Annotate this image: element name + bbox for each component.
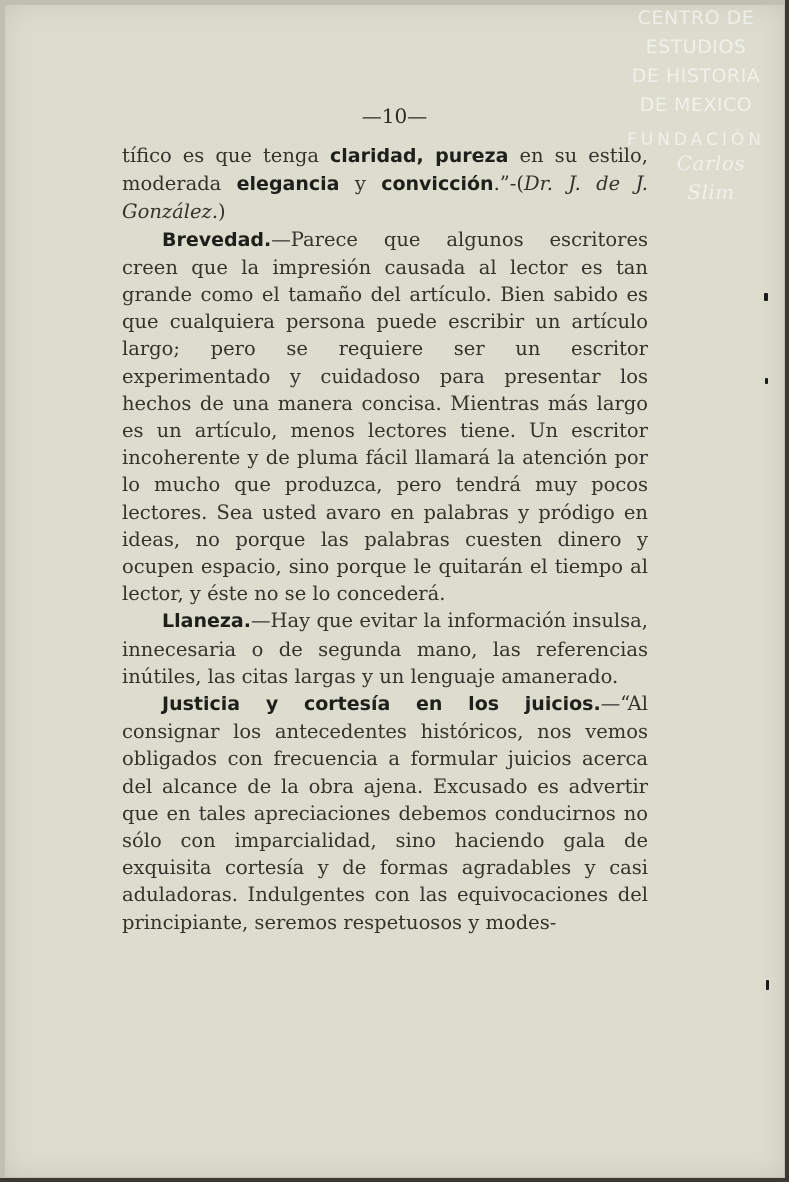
italic-citation: Dr. J. de J. González. [122,172,648,224]
watermark-line: DE HISTORIA [631,65,761,87]
scan-edge-right [785,0,789,1182]
paragraph-brevedad [122,226,648,608]
text-run: .”-( [493,172,524,196]
bold-term: convicción [381,173,494,196]
ink-speck [765,378,768,384]
bold-term: Llaneza. [162,610,251,633]
bold-term: elegancia [236,173,340,196]
watermark-line: DE MEXICO [639,94,753,116]
text-run: ) [218,200,226,224]
bold-term: Justicia y cortesía en los juicios. [162,693,601,716]
text-run: —Hay que evitar la información insulsa, innecesaria o de segunda mano, las referencias inútiles, las citas largas y un lenguaje amanerado. [122,609,648,688]
watermark-line: CENTRO DE [637,7,755,29]
text-run: tífico es que tenga [122,144,331,167]
ink-speck [766,980,769,990]
paragraph-llaneza [122,607,648,690]
text-run: —“Al consignar los antecedentes históricos, nos vemos obligados con frecuencia a formular juicios acerca del alcance de la obra ajena. Excusado es advertir que en tales apreciaciones debemos conducirnos no sólo con imparcialidad, sino haciendo gala de exquisita cortesía y de formas agradables y casi aduladoras. Indulgentes con las equivocaciones del principiante, seremos respetuosos y modes- [122,692,648,934]
text-run: y [339,172,382,196]
watermark-foundation: FUNDACIÓN [626,130,766,150]
text-run: —Parece que algunos escritores creen que la impresión causada al lector es tan grande como el tamaño del artículo. Bien sabido es que cualquiera persona puede escribir un artículo largo; pero se requiere ser un escritor experimentado y cuidadoso para presentar los hechos de una manera concisa. Mientras más largo es un artículo, menos lectores tiene. Un escritor incoherente y de pluma fácil llamará la atención por lo mucho que produzca, pero tendrá muy pocos lectores. Sea usted avaro en palabras y pródigo en ideas, no porque las palabras cuesten dinero y ocupen espacio, sino porque le quitarán el tiempo al lector, y éste no se lo concederá. [122,227,648,606]
paragraph-justicia [122,690,648,936]
body-text [122,142,648,936]
paragraph-continuation [122,142,648,226]
watermark-signature: Carlos Slim [676,151,746,204]
bold-term: Brevedad. [162,228,272,251]
bold-term: claridad, pureza [330,145,509,167]
page-number: —10— [361,104,428,128]
watermark-line: ESTUDIOS [645,36,747,58]
scan-edge-bottom [0,1178,789,1182]
ink-speck [764,293,768,301]
text-run: en su estilo, moderada [122,144,648,196]
